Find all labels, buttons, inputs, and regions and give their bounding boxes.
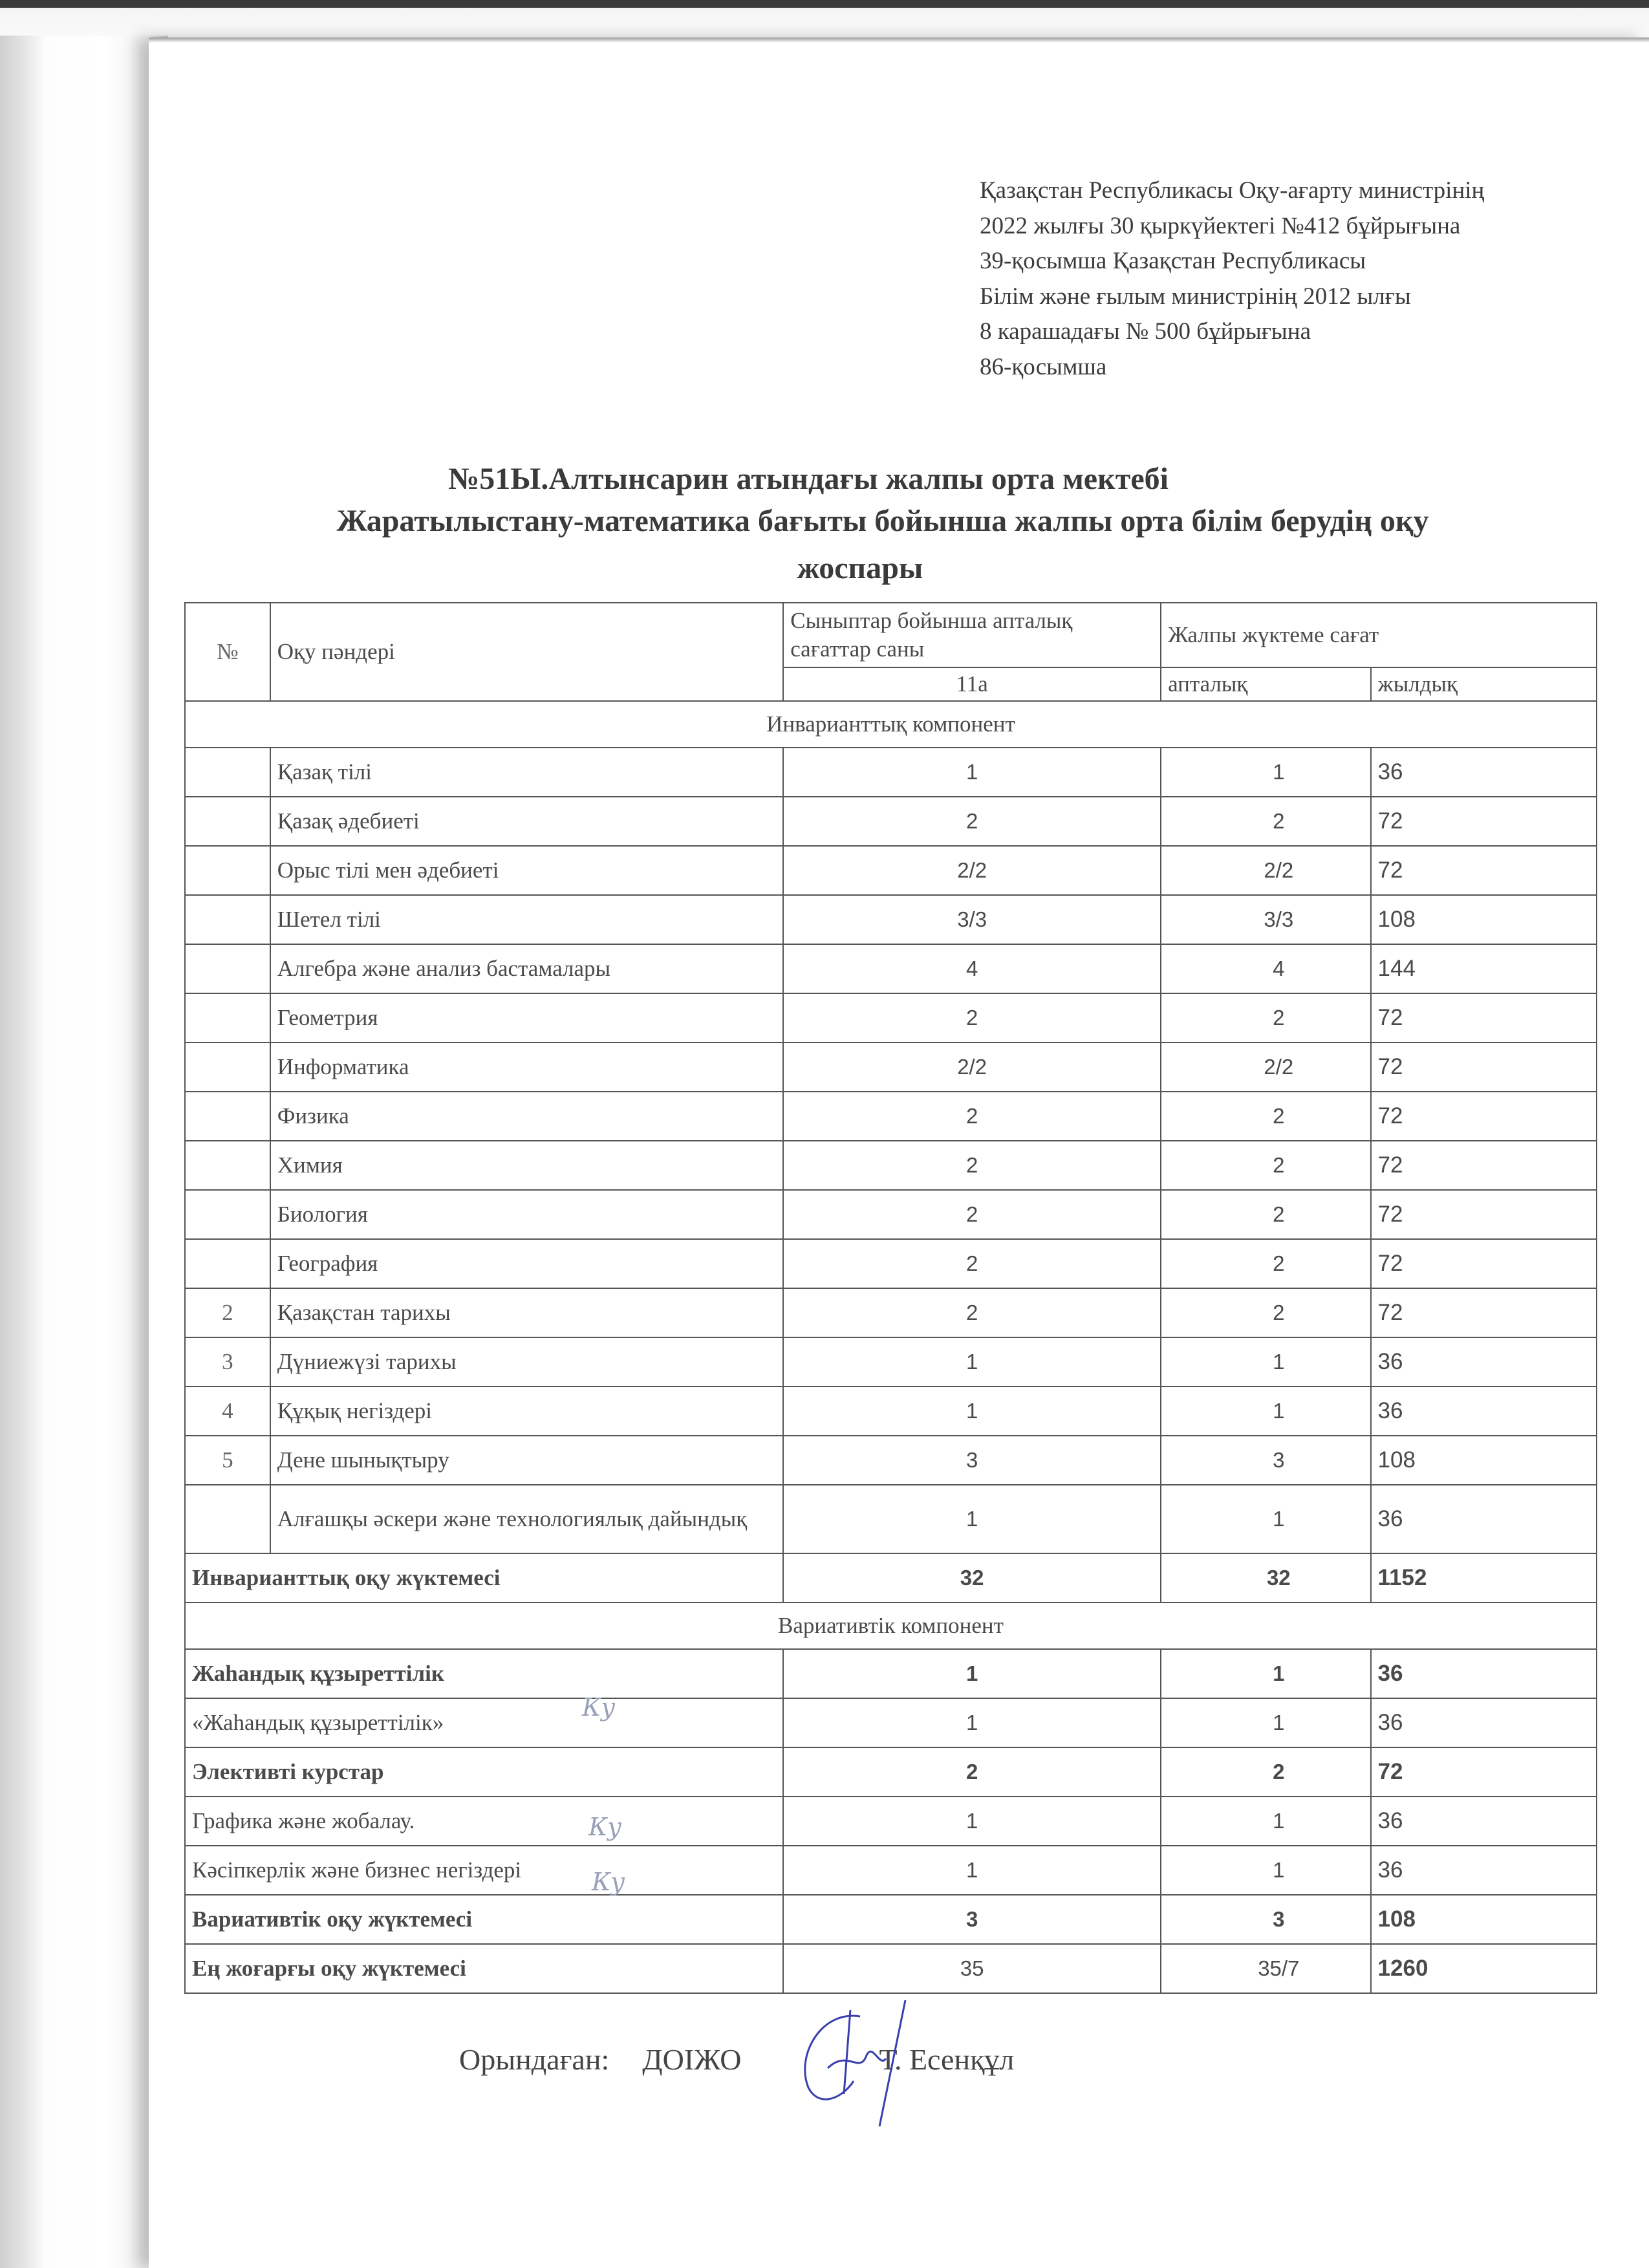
invariant-total-yearly: 1152 — [1371, 1553, 1597, 1603]
table-row — [185, 1042, 1597, 1092]
subject-name: География — [270, 1239, 783, 1288]
weekly-hours: 2/2 — [1161, 1042, 1370, 1092]
weekly-hours: 2 — [1161, 1288, 1370, 1337]
prepared-by-position: ДОІЖО — [642, 2043, 742, 2076]
max-total-row — [185, 1944, 1597, 1993]
class-hours: 2 — [783, 797, 1161, 846]
table-row — [185, 1092, 1597, 1141]
table-row — [185, 797, 1597, 846]
row-number — [185, 846, 270, 895]
invariant-total-label: Инварианттық оқу жүктемесі — [185, 1553, 783, 1603]
subject-name: Шетел тілі — [270, 895, 783, 944]
class-hours: 1 — [783, 1387, 1161, 1436]
subject-name: Дүниежүзі тарихы — [270, 1337, 783, 1387]
subject-name: Қазақ әдебиеті — [270, 797, 783, 846]
class-hours: 3 — [783, 1436, 1161, 1485]
class-hours: 1 — [783, 1698, 1161, 1747]
yearly-hours: 72 — [1371, 993, 1597, 1042]
yearly-hours: 36 — [1371, 1387, 1597, 1436]
table-header-row — [185, 603, 1597, 667]
row-number: 2 — [185, 1288, 270, 1337]
class-hours: 2 — [783, 1190, 1161, 1239]
table-row — [185, 1288, 1597, 1337]
class-hours: 1 — [783, 1846, 1161, 1895]
yearly-hours: 72 — [1371, 1092, 1597, 1141]
table-row — [185, 895, 1597, 944]
invariant-total-weekly: 32 — [1161, 1553, 1370, 1603]
subject-name: Орыс тілі мен әдебиеті — [270, 846, 783, 895]
invariant-total-class-hours: 32 — [783, 1553, 1161, 1603]
yearly-hours: 108 — [1371, 1436, 1597, 1485]
yearly-hours: 36 — [1371, 1698, 1597, 1747]
class-hours: 2/2 — [783, 846, 1161, 895]
yearly-hours: 72 — [1371, 1042, 1597, 1092]
school-name-title: №51Ы.Алтынсарин атындағы жалпы орта мектебі — [448, 462, 1169, 496]
variative-total-label: Вариативтік оқу жүктемесі — [185, 1895, 783, 1944]
scanner-margin — [0, 8, 1649, 40]
weekly-hours: 1 — [1161, 1649, 1370, 1698]
yearly-hours: 72 — [1371, 1747, 1597, 1797]
approval-line: 2022 жылғы 30 қыркүйектегі №412 бұйрығына — [980, 212, 1461, 239]
yearly-hours: 36 — [1371, 1846, 1597, 1895]
max-total-yearly: 1260 — [1371, 1944, 1597, 1993]
max-total-weekly: 35/7 — [1161, 1944, 1370, 1993]
yearly-hours: 72 — [1371, 797, 1597, 846]
weekly-hours: 2 — [1161, 797, 1370, 846]
table-row — [185, 1485, 1597, 1553]
max-total-label: Ең жоғарғы оқу жүктемесі — [185, 1944, 783, 1993]
subject-name: Геометрия — [270, 993, 783, 1042]
invariant-rows — [185, 748, 1597, 1553]
yearly-hours: 108 — [1371, 895, 1597, 944]
section-title-invariant: Инварианттық компонент — [185, 701, 1597, 748]
table-row — [185, 1747, 1597, 1797]
class-hours: 2 — [783, 1141, 1161, 1190]
weekly-hours: 3/3 — [1161, 895, 1370, 944]
weekly-hours: 3 — [1161, 1436, 1370, 1485]
yearly-hours: 72 — [1371, 1141, 1597, 1190]
weekly-hours: 2 — [1161, 1239, 1370, 1288]
table-row — [185, 846, 1597, 895]
weekly-hours: 1 — [1161, 1387, 1370, 1436]
subject-name: Қазақстан тарихы — [270, 1288, 783, 1337]
yearly-hours: 36 — [1371, 748, 1597, 797]
handwritten-signature — [782, 1997, 951, 2126]
class-hours: 4 — [783, 944, 1161, 993]
handwritten-mark: Ку — [592, 1868, 625, 1896]
subject-name: Дене шынықтыру — [270, 1436, 783, 1485]
class-hours: 2 — [783, 1092, 1161, 1141]
header-subjects: Оқу пәндері — [270, 603, 783, 701]
variative-total-class-hours: 3 — [783, 1895, 1161, 1944]
document-page — [149, 38, 1649, 2268]
subject-name: Алгебра және анализ бастамалары — [270, 944, 783, 993]
class-hours: 1 — [783, 1337, 1161, 1387]
handwritten-mark: Ку — [588, 1813, 622, 1841]
subject-name: «Жаһандық құзыреттілік» — [185, 1698, 783, 1747]
weekly-hours: 1 — [1161, 748, 1370, 797]
subject-name: Биология — [270, 1190, 783, 1239]
variative-total-weekly: 3 — [1161, 1895, 1370, 1944]
table-row — [185, 1649, 1597, 1698]
weekly-hours: 1 — [1161, 1698, 1370, 1747]
approval-line: 86-қосымша — [980, 353, 1107, 380]
subject-name: Информатика — [270, 1042, 783, 1092]
subject-name: Жаһандық құзыреттілік — [185, 1649, 783, 1698]
yearly-hours: 72 — [1371, 1288, 1597, 1337]
table-row — [185, 993, 1597, 1042]
header-weekly: апталық — [1161, 667, 1370, 701]
yearly-hours: 72 — [1371, 846, 1597, 895]
variative-rows — [185, 1649, 1597, 1895]
approval-line: 39-қосымша Қазақстан Республикасы — [980, 248, 1366, 274]
row-number — [185, 1239, 270, 1288]
section-row-invariant — [185, 701, 1597, 748]
header-yearly: жылдық — [1371, 667, 1597, 701]
approval-line: Қазақстан Республикасы Оқу-ағарту министрінің — [980, 177, 1485, 204]
weekly-hours: 2 — [1161, 1190, 1370, 1239]
table-row — [185, 1337, 1597, 1387]
class-hours: 1 — [783, 1485, 1161, 1553]
yearly-hours: 72 — [1371, 1239, 1597, 1288]
table-row — [185, 1141, 1597, 1190]
row-number — [185, 1141, 270, 1190]
table-row — [185, 1387, 1597, 1436]
scanner-edge — [0, 0, 1649, 8]
row-number — [185, 1190, 270, 1239]
table-row — [185, 1190, 1597, 1239]
weekly-hours: 2/2 — [1161, 846, 1370, 895]
class-hours: 1 — [783, 748, 1161, 797]
subject-name: Құқық негіздері — [270, 1387, 783, 1436]
header-number: № — [185, 603, 270, 701]
weekly-hours: 2 — [1161, 1141, 1370, 1190]
weekly-hours: 4 — [1161, 944, 1370, 993]
section-title-variative: Вариативтік компонент — [185, 1603, 1597, 1649]
subject-name: Элективті курстар — [185, 1747, 783, 1797]
subject-name: Қазақ тілі — [270, 748, 783, 797]
row-number — [185, 993, 270, 1042]
variative-total-row — [185, 1895, 1597, 1944]
plan-title: Жаратылыстану-математика бағыты бойынша жалпы орта білім берудің оқу — [336, 504, 1429, 538]
class-hours: 1 — [783, 1649, 1161, 1698]
curriculum-table — [184, 602, 1597, 1994]
row-number: 4 — [185, 1387, 270, 1436]
table-row — [185, 1239, 1597, 1288]
table-row — [185, 1797, 1597, 1846]
class-hours: 3/3 — [783, 895, 1161, 944]
subject-name: Кәсіпкерлік және бизнес негіздері — [185, 1846, 783, 1895]
yearly-hours: 36 — [1371, 1337, 1597, 1387]
row-number: 3 — [185, 1337, 270, 1387]
row-number — [185, 944, 270, 993]
yearly-hours: 36 — [1371, 1485, 1597, 1553]
section-row-variative — [185, 1603, 1597, 1649]
subject-name: Алғашқы әскери және технологиялық дайындық — [270, 1485, 783, 1553]
table-row — [185, 944, 1597, 993]
header-class-11a: 11а — [783, 667, 1161, 701]
yearly-hours: 144 — [1371, 944, 1597, 993]
invariant-total-row — [185, 1553, 1597, 1603]
row-number — [185, 797, 270, 846]
prepared-by-label: Орындаған: — [459, 2043, 610, 2076]
page-edge-shadow — [149, 38, 1649, 43]
weekly-hours: 1 — [1161, 1846, 1370, 1895]
subject-name: Химия — [270, 1141, 783, 1190]
row-number — [185, 1092, 270, 1141]
prepared-by-name: Т. Есенқұл — [879, 2043, 1015, 2076]
header-total-load: Жалпы жүктеме сағат — [1161, 603, 1597, 667]
approval-line: 8 карашадағы № 500 бұйрығына — [980, 318, 1311, 345]
subject-name: Физика — [270, 1092, 783, 1141]
variative-total-yearly: 108 — [1371, 1895, 1597, 1944]
yearly-hours: 36 — [1371, 1797, 1597, 1846]
approval-line: Білім және ғылым министрінің 2012 ылғы — [980, 283, 1411, 310]
max-total-class-hours: 35 — [783, 1944, 1161, 1993]
row-number — [185, 895, 270, 944]
weekly-hours: 2 — [1161, 993, 1370, 1042]
weekly-hours: 2 — [1161, 1747, 1370, 1797]
row-number: 5 — [185, 1436, 270, 1485]
header-weekly-by-class: Сыныптар бойынша апталық сағаттар саны — [783, 603, 1161, 667]
class-hours: 2 — [783, 1747, 1161, 1797]
weekly-hours: 2 — [1161, 1092, 1370, 1141]
row-number — [185, 748, 270, 797]
row-number — [185, 1042, 270, 1092]
weekly-hours: 1 — [1161, 1485, 1370, 1553]
table-row — [185, 1698, 1597, 1747]
class-hours: 2/2 — [783, 1042, 1161, 1092]
handwritten-mark: Ку — [582, 1693, 616, 1722]
plan-title-continued: жоспары — [797, 551, 923, 585]
class-hours: 2 — [783, 1239, 1161, 1288]
class-hours: 2 — [783, 1288, 1161, 1337]
weekly-hours: 1 — [1161, 1337, 1370, 1387]
subject-name: Графика және жобалау. — [185, 1797, 783, 1846]
approval-reference-block — [980, 173, 1484, 385]
yearly-hours: 72 — [1371, 1190, 1597, 1239]
weekly-hours: 1 — [1161, 1797, 1370, 1846]
class-hours: 1 — [783, 1797, 1161, 1846]
yearly-hours: 36 — [1371, 1649, 1597, 1698]
row-number — [185, 1485, 270, 1553]
table-row — [185, 748, 1597, 797]
class-hours: 2 — [783, 993, 1161, 1042]
table-row — [185, 1436, 1597, 1485]
table-row — [185, 1846, 1597, 1895]
folded-underlying-sheet — [0, 36, 168, 2268]
